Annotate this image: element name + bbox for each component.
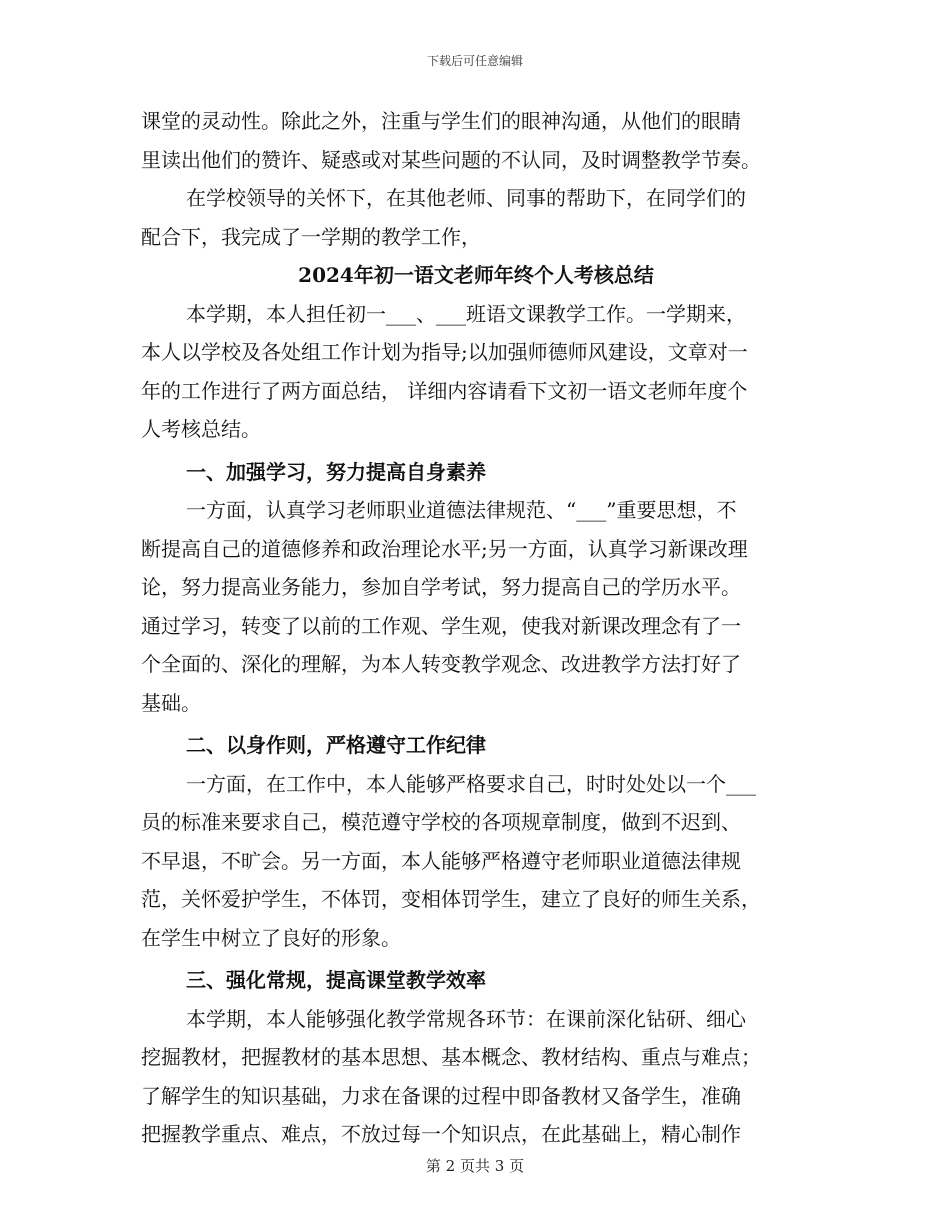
- section-heading: 三、强化常规，提高课堂教学效率: [186, 968, 486, 992]
- paragraph-line: 一方面，在工作中，本人能够严格要求自己，时时处处以一个___: [186, 771, 756, 796]
- paragraph-line: 里读出他们的赞许、疑惑或对某些问题的不认同，及时调整教学节奏。: [141, 147, 761, 172]
- section-heading: 二、以身作则，严格遵守工作纪律: [186, 733, 486, 757]
- section-heading: 一、加强学习，努力提高自身素养: [186, 459, 486, 484]
- page-header: 下载后可任意编辑: [426, 54, 523, 68]
- paragraph-line: 个全面的、深化的理解，为本人转变教学观念、改进教学方法打好了: [141, 652, 741, 676]
- paragraph-line: 本人以学校及各处组工作计划为指导;以加强师德师风建设，文章对一: [141, 340, 748, 364]
- paragraph-line: 不早退，不旷会。另一方面，本人能够严格遵守老师职业道德法律规: [141, 848, 741, 873]
- paragraph-line: 在学生中树立了良好的形象。: [141, 925, 401, 950]
- paragraph-line: 人考核总结。: [141, 417, 261, 441]
- paragraph-line: 在学校领导的关怀下，在其他老师、同事的帮助下，在同学们的: [186, 186, 746, 210]
- paragraph-line: 一方面，认真学习老师职业道德法律规范、“___”重要思想，不: [186, 498, 737, 522]
- paragraph-line: 基础。: [141, 690, 201, 715]
- paragraph-line: 员的标准来要求自己，模范遵守学校的各项规章制度，做到不迟到、: [141, 810, 741, 834]
- paragraph-line: 本学期，本人担任初一___、___班语文课教学工作。一学期来，: [186, 301, 746, 326]
- paragraph-line: 了解学生的知识基础，力求在备课的过程中即备教材又备学生，准确: [141, 1083, 741, 1108]
- document-title: 2024年初一语文老师年终个人考核总结: [298, 263, 654, 287]
- paragraph-line: 论，努力提高业务能力，参加自学考试，努力提高自己的学历水平。: [141, 575, 741, 599]
- paragraph-line: 把握教学重点、难点，不放过每一个知识点，在此基础上，精心制作: [141, 1122, 741, 1146]
- paragraph-line: 断提高自己的道德修养和政治理论水平;另一方面，认真学习新课改理: [141, 536, 748, 561]
- paragraph-line: 配合下，我完成了一学期的教学工作，: [141, 224, 481, 249]
- paragraph-line: 范，关怀爱护学生，不体罚，变相体罚学生，建立了良好的师生关系，: [141, 887, 761, 911]
- page-number: 第 2 页共 3 页: [425, 1157, 525, 1175]
- paragraph-line: 通过学习，转变了以前的工作观、学生观，使我对新课改理念有了一: [141, 613, 741, 638]
- paragraph-line: 课堂的灵动性。除此之外，注重与学生们的眼神沟通，从他们的眼睛: [141, 109, 741, 133]
- paragraph-line: 挖掘教材，把握教材的基本思想、基本概念、教材结构、重点与难点；: [141, 1045, 761, 1069]
- document-body: [141, 102, 811, 1154]
- paragraph-line: 年的工作进行了两方面总结， 详细内容请看下文初一语文老师年度个: [141, 378, 748, 403]
- paragraph-line: 本学期，本人能够强化教学常规各环节：在课前深化钻研、细心: [186, 1006, 746, 1031]
